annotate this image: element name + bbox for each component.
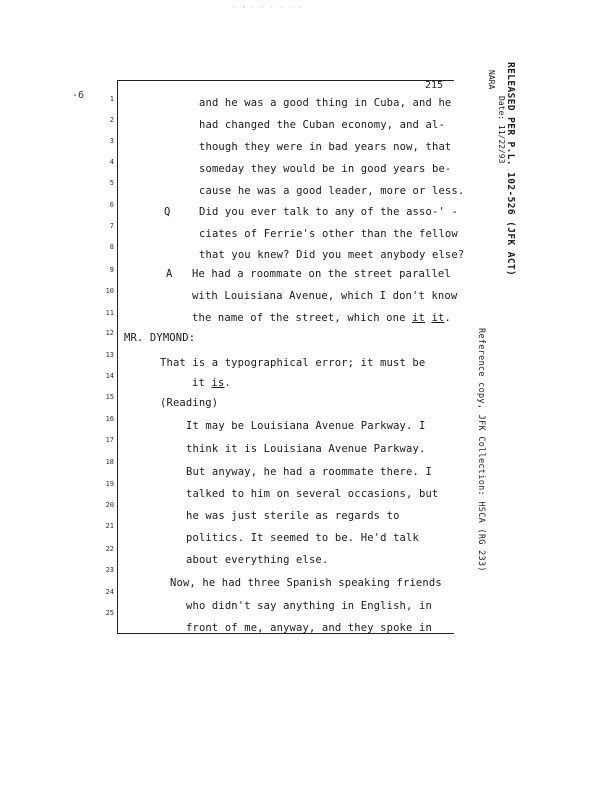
line-number: 6 xyxy=(109,201,114,209)
speaker-q: Q xyxy=(164,206,171,218)
underlined-word: it xyxy=(412,312,425,324)
reference-copy-note: Reference copy, JFK Collection: HSCA (RG 233) xyxy=(476,328,486,572)
transcript-line: think it is Louisiana Avenue Parkway. xyxy=(186,443,426,455)
transcript-line: with Louisiana Avenue, which I don't know xyxy=(192,290,458,302)
line-number: 16 xyxy=(105,415,114,423)
line-number: 5 xyxy=(109,179,114,187)
transcript-line: Now, he had three Spanish speaking friends xyxy=(170,577,442,589)
transcript-line: the name of the street, which one it it. xyxy=(192,312,451,324)
release-date-stamp: Date: 11/22/93 xyxy=(497,96,506,164)
transcript-line: though they were in bad years now, that xyxy=(199,141,452,153)
transcript-line: had changed the Cuban economy, and al- xyxy=(199,119,445,131)
transcript-line: (Reading) xyxy=(160,397,219,409)
transcript-line: about everything else. xyxy=(186,554,329,566)
transcript-line: it is. xyxy=(192,377,231,389)
nara-stamp: NARA xyxy=(487,70,496,90)
transcript-line: He had a roommate on the street parallel xyxy=(192,268,451,280)
transcript-line: he was just sterile as regards to xyxy=(186,510,400,522)
line-number: 3 xyxy=(109,137,114,145)
transcript-line: It may be Louisiana Avenue Parkway. I xyxy=(186,420,426,432)
transcript-line: But anyway, he had a roommate there. I xyxy=(186,466,432,478)
speaker-a: A xyxy=(166,268,173,280)
line-number: 25 xyxy=(105,609,114,617)
line-number: 9 xyxy=(109,266,114,274)
line-number: 14 xyxy=(105,372,114,380)
transcript-line: who didn't say anything in English, in xyxy=(186,600,432,612)
underlined-word: is xyxy=(211,377,225,389)
line-number: 7 xyxy=(109,222,114,230)
line-number: 17 xyxy=(105,436,114,444)
transcript-line: politics. It seemed to be. He'd talk xyxy=(186,532,419,544)
line-number: 1 xyxy=(109,95,114,103)
margin-mark: -6 xyxy=(72,90,85,101)
line-number: 22 xyxy=(105,545,114,553)
line-number: 2 xyxy=(109,116,114,124)
scan-header-mark: · · · · · · · · xyxy=(232,4,303,12)
transcript-text: the name of the street, which one xyxy=(192,312,413,324)
transcript-line: someday they would be in good years be- xyxy=(199,163,452,175)
line-number: 23 xyxy=(105,566,114,574)
transcript-line: talked to him on several occasions, but xyxy=(186,488,439,500)
transcript-line: that you knew? Did you meet anybody else? xyxy=(199,249,465,261)
underlined-word: it xyxy=(431,312,445,324)
transcript-line: and he was a good thing in Cuba, and he xyxy=(199,97,452,109)
transcript-line: Did you ever talk to any of the asso-' - xyxy=(199,206,458,218)
transcript-line: That is a typographical error; it must be xyxy=(160,357,426,369)
transcript-line: cause he was a good leader, more or less. xyxy=(199,185,465,197)
line-number: 19 xyxy=(105,480,114,488)
line-number: 15 xyxy=(105,393,114,401)
line-number: 13 xyxy=(105,351,114,359)
line-number: 18 xyxy=(105,458,114,466)
line-number: 10 xyxy=(105,287,114,295)
release-stamp: RELEASED PER P.L. 102-526 (JFK ACT) xyxy=(505,62,516,277)
line-number: 8 xyxy=(109,243,114,251)
speaker-label: MR. DYMOND: xyxy=(124,332,196,344)
line-number: 12 xyxy=(105,329,114,337)
transcript-text: it xyxy=(192,377,212,389)
transcript-line: ciates of Ferrie's other than the fellow xyxy=(199,228,458,240)
transcript-line: front of me, anyway, and they spoke in xyxy=(186,622,432,634)
line-number: 20 xyxy=(105,501,114,509)
line-number: 4 xyxy=(109,158,114,166)
page-number: 215 xyxy=(425,80,444,91)
line-number: 21 xyxy=(105,522,114,530)
line-number: 24 xyxy=(105,588,114,596)
line-number: 11 xyxy=(105,309,114,317)
